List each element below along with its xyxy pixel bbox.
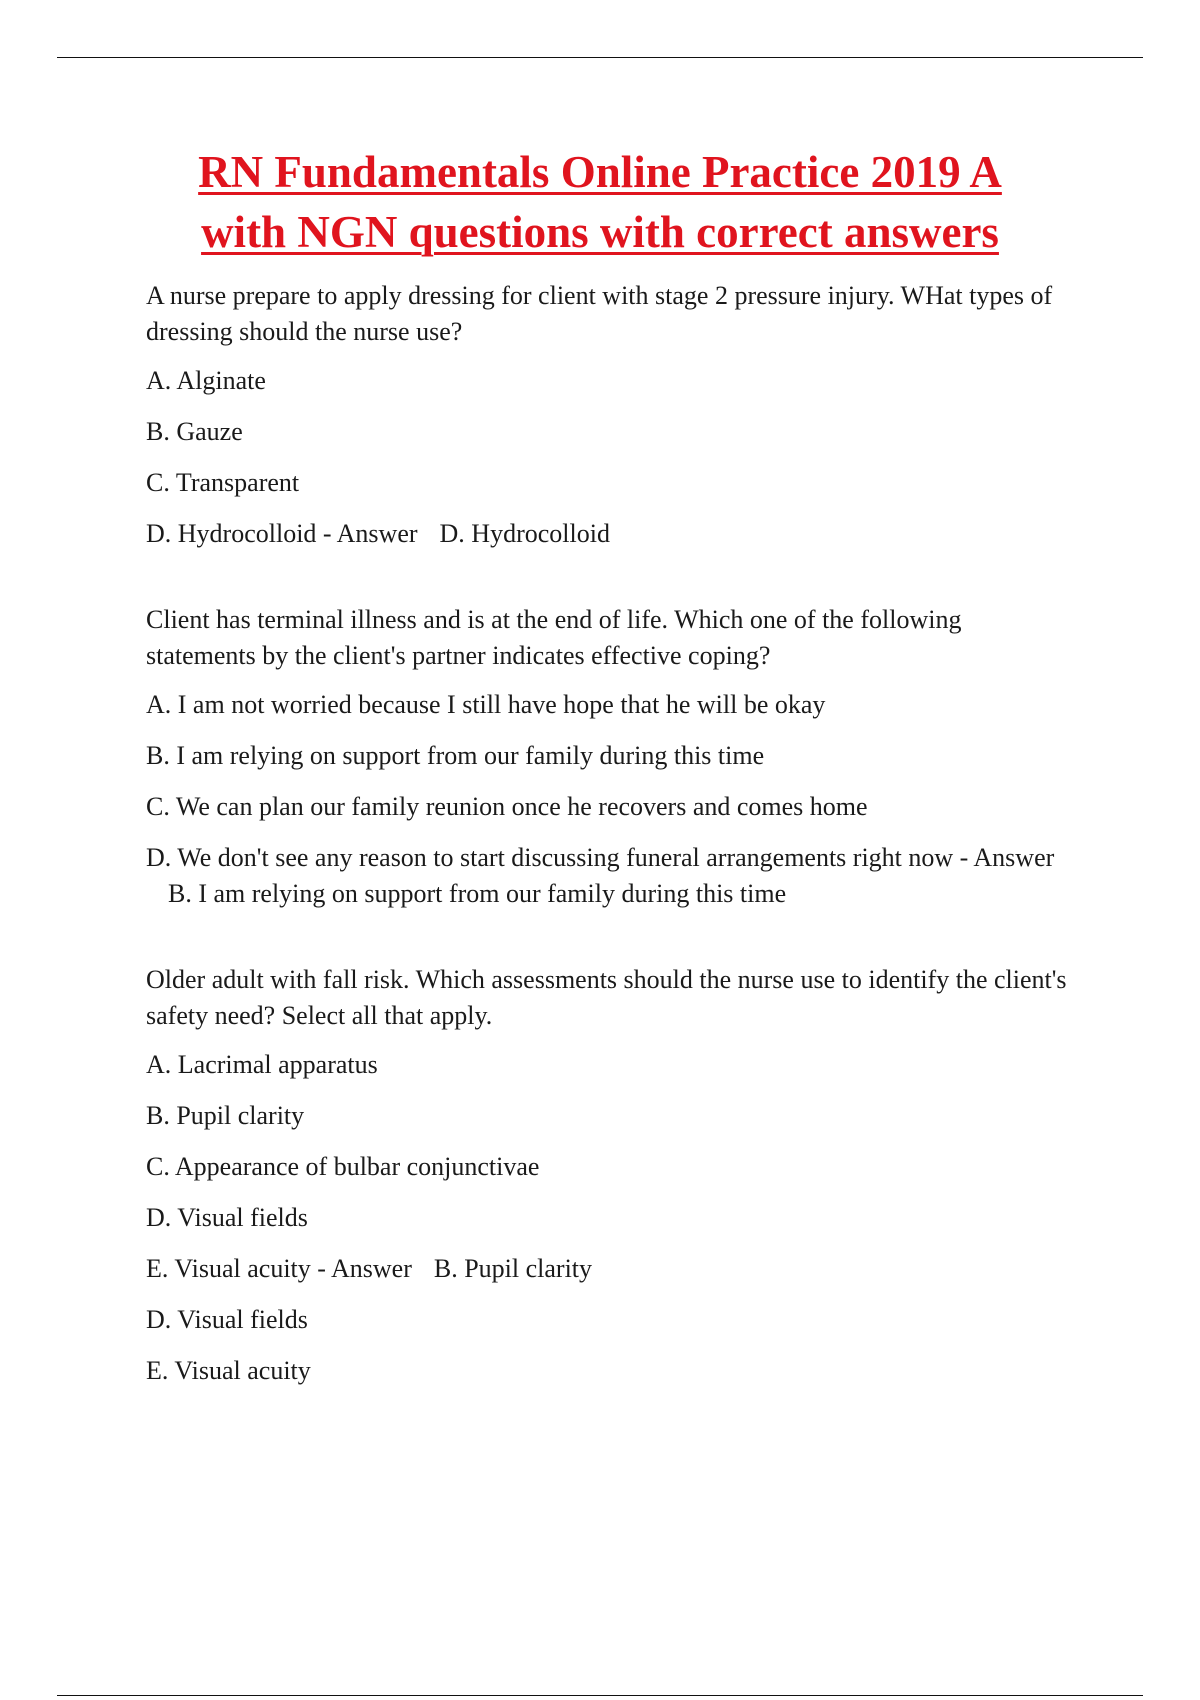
document-title bbox=[120, 142, 1080, 262]
correct-answer: B. Pupil clarity bbox=[433, 1254, 593, 1283]
option-d-with-answer bbox=[146, 840, 1076, 912]
question-prompt: Older adult with fall risk. Which assessments should the nurse use to identify the client's safety need? Select all that apply. bbox=[146, 965, 1067, 1030]
option-a: A. Alginate bbox=[146, 366, 266, 395]
question-block-1 bbox=[146, 278, 1076, 552]
option-e-with-answer bbox=[146, 1251, 1076, 1287]
option-c: C. Appearance of bulbar conjunctivae bbox=[146, 1152, 540, 1181]
option-c: C. Transparent bbox=[146, 468, 300, 497]
correct-answer: D. Hydrocolloid bbox=[439, 519, 610, 548]
top-rule bbox=[57, 57, 1143, 58]
option-d: D. Visual fields bbox=[146, 1203, 308, 1232]
question-block-2 bbox=[146, 602, 1076, 912]
option-c: C. We can plan our family reunion once he recovers and comes home bbox=[146, 792, 868, 821]
title-line-2: with NGN questions with correct answers bbox=[201, 207, 999, 257]
option-d-with-answer bbox=[146, 516, 1076, 552]
bottom-rule bbox=[57, 1695, 1143, 1696]
questions-list bbox=[146, 278, 1076, 1404]
option-a: A. I am not worried because I still have hope that he will be okay bbox=[146, 690, 826, 719]
correct-answer: E. Visual acuity bbox=[146, 1356, 311, 1385]
option-b: B. I am relying on support from our family during this time bbox=[146, 741, 765, 770]
title-line-1: RN Fundamentals Online Practice 2019 A bbox=[198, 147, 1002, 197]
correct-answer: B. I am relying on support from our family during this time bbox=[168, 879, 787, 908]
option-d: D. Hydrocolloid - Answer bbox=[146, 519, 418, 548]
question-prompt: Client has terminal illness and is at the end of life. Which one of the following statements by the client's partner indicates effective coping? bbox=[146, 605, 962, 670]
question-prompt: A nurse prepare to apply dressing for client with stage 2 pressure injury. WHat types of dressing should the nurse use? bbox=[146, 281, 1053, 346]
option-a: A. Lacrimal apparatus bbox=[146, 1050, 378, 1079]
option-b: B. Pupil clarity bbox=[146, 1101, 305, 1130]
correct-answer: D. Visual fields bbox=[146, 1305, 308, 1334]
question-block-3 bbox=[146, 962, 1076, 1389]
option-d: D. We don't see any reason to start discussing funeral arrangements right now - Answer bbox=[146, 843, 1055, 872]
option-b: B. Gauze bbox=[146, 417, 243, 446]
option-e: E. Visual acuity - Answer bbox=[146, 1254, 412, 1283]
